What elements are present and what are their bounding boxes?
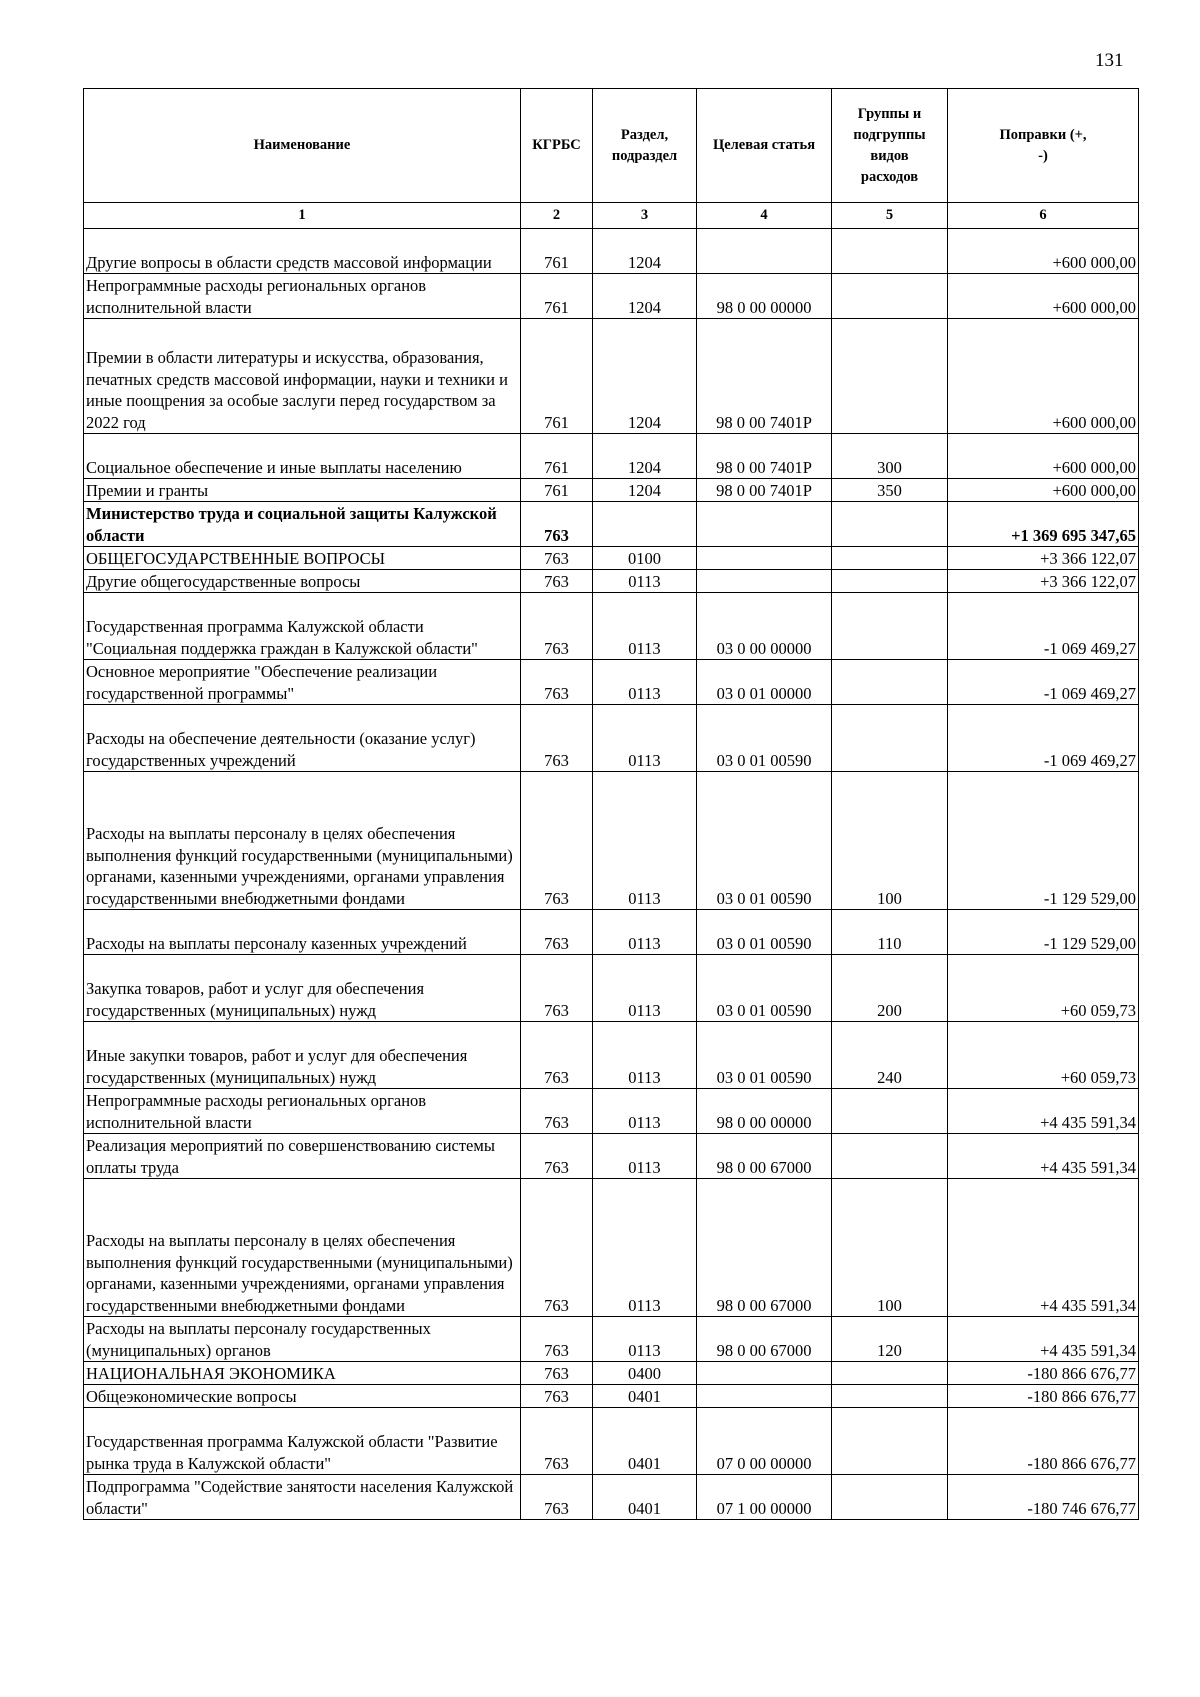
cell-kgrbs: 761 (521, 319, 593, 434)
table-row (84, 479, 1139, 502)
cell-target: 03 0 01 00590 (697, 705, 832, 772)
cell-amount: -180 866 676,77 (948, 1408, 1139, 1475)
cell-section: 0113 (593, 910, 697, 955)
cell-target (697, 229, 832, 274)
cell-section (593, 502, 697, 547)
col-number: 6 (948, 203, 1139, 229)
cell-group (832, 1089, 948, 1134)
cell-kgrbs: 763 (521, 772, 593, 910)
cell-name: Премии и гранты (84, 479, 521, 502)
cell-group (832, 705, 948, 772)
cell-amount: -1 129 529,00 (948, 772, 1139, 910)
cell-kgrbs: 763 (521, 1022, 593, 1089)
cell-amount: +3 366 122,07 (948, 570, 1139, 593)
cell-kgrbs: 763 (521, 660, 593, 705)
header-groups: Группы и подгруппы видов расходов (832, 89, 948, 203)
cell-target: 98 0 00 7401P (697, 319, 832, 434)
cell-group (832, 229, 948, 274)
col-number: 1 (84, 203, 521, 229)
cell-amount: +600 000,00 (948, 479, 1139, 502)
table-row (84, 274, 1139, 319)
table-row (84, 1362, 1139, 1385)
cell-group (832, 570, 948, 593)
cell-target: 03 0 01 00590 (697, 772, 832, 910)
cell-kgrbs: 763 (521, 910, 593, 955)
cell-kgrbs: 763 (521, 593, 593, 660)
cell-section: 1204 (593, 319, 697, 434)
cell-amount: -180 866 676,77 (948, 1385, 1139, 1408)
cell-target: 98 0 00 7401P (697, 434, 832, 479)
cell-kgrbs: 763 (521, 570, 593, 593)
table-row (84, 1408, 1139, 1475)
cell-group (832, 1362, 948, 1385)
cell-target: 03 0 01 00590 (697, 955, 832, 1022)
header-target: Целевая статья (697, 89, 832, 203)
cell-amount: +600 000,00 (948, 274, 1139, 319)
table-row (84, 1317, 1139, 1362)
cell-kgrbs: 761 (521, 479, 593, 502)
cell-name: Непрограммные расходы региональных органов исполнительной власти (84, 1089, 521, 1134)
header-amendments: Поправки (+, -) (948, 89, 1139, 203)
cell-name: Государственная программа Калужской области "Развитие рынка труда в Калужской области" (84, 1408, 521, 1475)
column-number-row (84, 203, 1139, 229)
col-number: 5 (832, 203, 948, 229)
cell-target: 98 0 00 7401P (697, 479, 832, 502)
table-row (84, 1475, 1139, 1520)
cell-section: 0113 (593, 772, 697, 910)
cell-kgrbs: 763 (521, 955, 593, 1022)
table-row (84, 910, 1139, 955)
table-row (84, 547, 1139, 570)
cell-amount: -180 746 676,77 (948, 1475, 1139, 1520)
cell-kgrbs: 763 (521, 1385, 593, 1408)
cell-amount: -180 866 676,77 (948, 1362, 1139, 1385)
cell-section: 0113 (593, 570, 697, 593)
cell-section: 0113 (593, 1089, 697, 1134)
cell-group (832, 547, 948, 570)
cell-name: Основное мероприятие "Обеспечение реализации государственной программы" (84, 660, 521, 705)
cell-section: 0113 (593, 955, 697, 1022)
cell-section: 0100 (593, 547, 697, 570)
table-row (84, 502, 1139, 547)
cell-name: ОБЩЕГОСУДАРСТВЕННЫЕ ВОПРОСЫ (84, 547, 521, 570)
cell-target (697, 547, 832, 570)
cell-name: Социальное обеспечение и иные выплаты населению (84, 434, 521, 479)
cell-target: 98 0 00 67000 (697, 1134, 832, 1179)
cell-group (832, 1408, 948, 1475)
cell-name: Общеэкономические вопросы (84, 1385, 521, 1408)
cell-name: Расходы на выплаты персоналу в целях обеспечения выполнения функций государственными (муниципальными) органами, казенными учреждениями, органами управления государственными внебюджетными фондами (84, 1179, 521, 1317)
cell-amount: +60 059,73 (948, 955, 1139, 1022)
table-row (84, 660, 1139, 705)
cell-name: Другие вопросы в области средств массовой информации (84, 229, 521, 274)
table-row (84, 1134, 1139, 1179)
header-name: Наименование (84, 89, 521, 203)
table-row (84, 955, 1139, 1022)
cell-amount: +4 435 591,34 (948, 1089, 1139, 1134)
cell-target (697, 1385, 832, 1408)
cell-group (832, 1385, 948, 1408)
table-row (84, 705, 1139, 772)
cell-target: 98 0 00 67000 (697, 1317, 832, 1362)
cell-amount: -1 069 469,27 (948, 705, 1139, 772)
cell-amount: +600 000,00 (948, 319, 1139, 434)
cell-name: Другие общегосударственные вопросы (84, 570, 521, 593)
cell-amount: +600 000,00 (948, 229, 1139, 274)
cell-name: НАЦИОНАЛЬНАЯ ЭКОНОМИКА (84, 1362, 521, 1385)
table-row (84, 434, 1139, 479)
cell-section: 0401 (593, 1475, 697, 1520)
header-kgrbs: КГРБС (521, 89, 593, 203)
table-row (84, 1179, 1139, 1317)
cell-target: 98 0 00 00000 (697, 274, 832, 319)
cell-section: 1204 (593, 274, 697, 319)
cell-amount: -1 069 469,27 (948, 660, 1139, 705)
cell-group: 350 (832, 479, 948, 502)
cell-section: 0113 (593, 1022, 697, 1089)
budget-amendments-table (83, 88, 1139, 1520)
col-number: 4 (697, 203, 832, 229)
cell-section: 1204 (593, 479, 697, 502)
cell-group (832, 660, 948, 705)
cell-section: 0401 (593, 1385, 697, 1408)
cell-section: 0113 (593, 593, 697, 660)
cell-group (832, 593, 948, 660)
cell-amount: +1 369 695 347,65 (948, 502, 1139, 547)
cell-target (697, 1362, 832, 1385)
cell-amount: -1 129 529,00 (948, 910, 1139, 955)
cell-name: Государственная программа Калужской области "Социальная поддержка граждан в Калужской области" (84, 593, 521, 660)
cell-name: Расходы на выплаты персоналу государственных (муниципальных) органов (84, 1317, 521, 1362)
header-section: Раздел, подраздел (593, 89, 697, 203)
page-number: 131 (1095, 50, 1124, 71)
cell-kgrbs: 763 (521, 547, 593, 570)
table-row (84, 229, 1139, 274)
cell-kgrbs: 763 (521, 1089, 593, 1134)
cell-target: 03 0 01 00590 (697, 1022, 832, 1089)
cell-kgrbs: 763 (521, 705, 593, 772)
cell-target: 03 0 01 00590 (697, 910, 832, 955)
cell-target: 98 0 00 00000 (697, 1089, 832, 1134)
cell-section: 0113 (593, 660, 697, 705)
cell-amount: +3 366 122,07 (948, 547, 1139, 570)
cell-group: 300 (832, 434, 948, 479)
table-row (84, 570, 1139, 593)
cell-group (832, 1475, 948, 1520)
cell-kgrbs: 763 (521, 1408, 593, 1475)
cell-name: Расходы на выплаты персоналу казенных учреждений (84, 910, 521, 955)
table-row (84, 772, 1139, 910)
cell-group (832, 274, 948, 319)
cell-amount: +60 059,73 (948, 1022, 1139, 1089)
cell-kgrbs: 763 (521, 1317, 593, 1362)
cell-kgrbs: 763 (521, 502, 593, 547)
cell-group: 240 (832, 1022, 948, 1089)
table-row (84, 319, 1139, 434)
cell-section: 1204 (593, 434, 697, 479)
cell-target (697, 570, 832, 593)
cell-name: Закупка товаров, работ и услуг для обеспечения государственных (муниципальных) нужд (84, 955, 521, 1022)
cell-name: Иные закупки товаров, работ и услуг для обеспечения государственных (муниципальных) нужд (84, 1022, 521, 1089)
cell-section: 1204 (593, 229, 697, 274)
cell-group (832, 1134, 948, 1179)
cell-name: Министерство труда и социальной защиты Калужской области (84, 502, 521, 547)
cell-name: Премии в области литературы и искусства, образования, печатных средств массовой информации, науки и техники и иные поощрения за особые заслуги перед государством за 2022 год (84, 319, 521, 434)
table-row (84, 1089, 1139, 1134)
cell-section: 0113 (593, 705, 697, 772)
cell-section: 0401 (593, 1408, 697, 1475)
cell-section: 0113 (593, 1134, 697, 1179)
cell-group (832, 319, 948, 434)
cell-target: 03 0 00 00000 (697, 593, 832, 660)
table-row (84, 593, 1139, 660)
col-number: 3 (593, 203, 697, 229)
cell-target: 98 0 00 67000 (697, 1179, 832, 1317)
cell-amount: -1 069 469,27 (948, 593, 1139, 660)
cell-name: Расходы на выплаты персоналу в целях обеспечения выполнения функций государственными (муниципальными) органами, казенными учреждениями, органами управления государственными внебюджетными фондами (84, 772, 521, 910)
table-row (84, 1385, 1139, 1408)
cell-name: Реализация мероприятий по совершенствованию системы оплаты труда (84, 1134, 521, 1179)
cell-amount: +4 435 591,34 (948, 1134, 1139, 1179)
cell-target: 03 0 01 00000 (697, 660, 832, 705)
cell-target (697, 502, 832, 547)
cell-section: 0400 (593, 1362, 697, 1385)
cell-group (832, 502, 948, 547)
cell-group: 100 (832, 1179, 948, 1317)
cell-name: Непрограммные расходы региональных органов исполнительной власти (84, 274, 521, 319)
cell-group: 100 (832, 772, 948, 910)
cell-name: Подпрограмма "Содействие занятости населения Калужской области" (84, 1475, 521, 1520)
cell-name: Расходы на обеспечение деятельности (оказание услуг) государственных учреждений (84, 705, 521, 772)
cell-group: 110 (832, 910, 948, 955)
cell-amount: +4 435 591,34 (948, 1179, 1139, 1317)
cell-target: 07 0 00 00000 (697, 1408, 832, 1475)
cell-kgrbs: 763 (521, 1134, 593, 1179)
cell-kgrbs: 763 (521, 1475, 593, 1520)
cell-section: 0113 (593, 1179, 697, 1317)
cell-kgrbs: 763 (521, 1179, 593, 1317)
cell-section: 0113 (593, 1317, 697, 1362)
cell-kgrbs: 761 (521, 229, 593, 274)
cell-target: 07 1 00 00000 (697, 1475, 832, 1520)
cell-kgrbs: 761 (521, 274, 593, 319)
col-number: 2 (521, 203, 593, 229)
cell-amount: +600 000,00 (948, 434, 1139, 479)
cell-amount: +4 435 591,34 (948, 1317, 1139, 1362)
table-row (84, 1022, 1139, 1089)
cell-group: 120 (832, 1317, 948, 1362)
cell-kgrbs: 763 (521, 1362, 593, 1385)
header-row (84, 89, 1139, 203)
cell-kgrbs: 761 (521, 434, 593, 479)
cell-group: 200 (832, 955, 948, 1022)
